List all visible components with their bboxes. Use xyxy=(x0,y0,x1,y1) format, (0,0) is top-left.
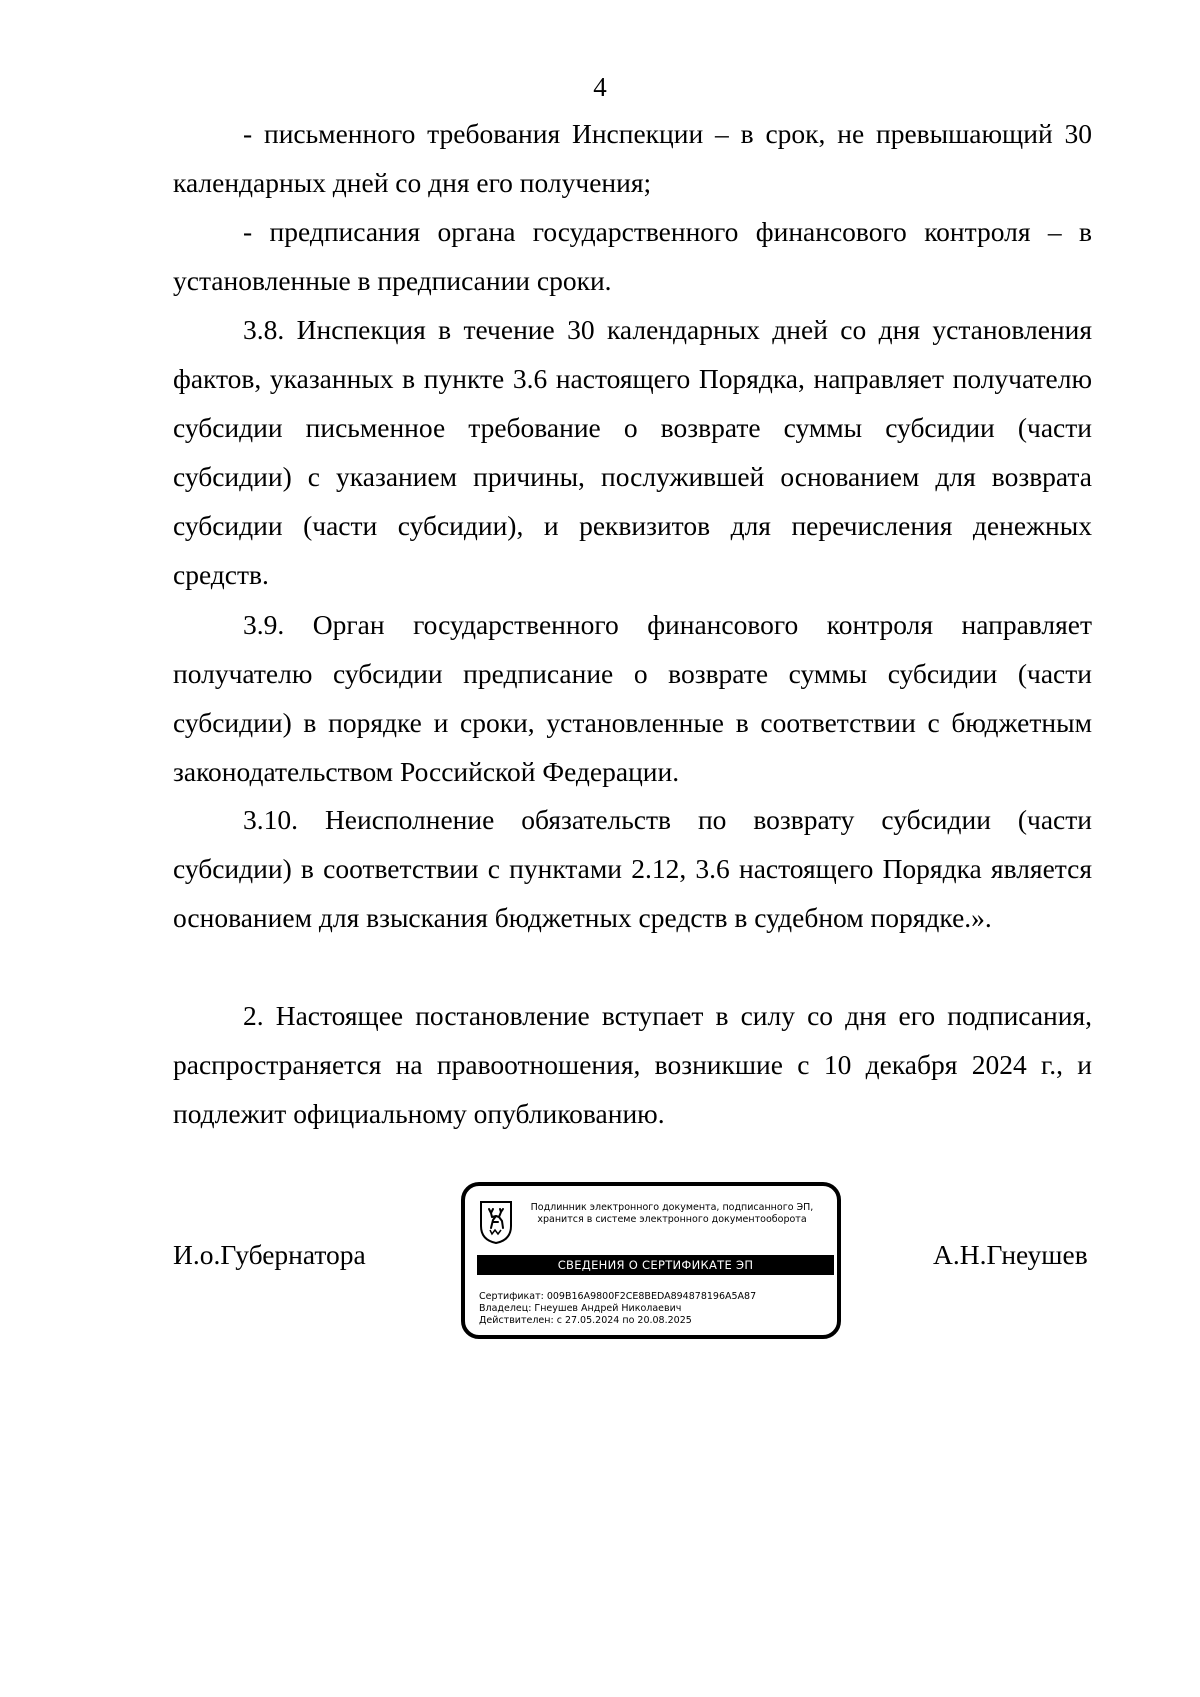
stamp-certificate-validity: Действителен: с 27.05.2024 по 20.08.2025 xyxy=(479,1315,692,1326)
stamp-certificate-number: Сертификат: 009B16A9800F2CE8BEDA894878196A5A87 xyxy=(479,1291,757,1302)
page-number: 4 xyxy=(593,72,607,102)
paragraph-clause-3-8: 3.8. Инспекция в течение 30 календарных дней со дня установления фактов, указанных в пункте 3.6 настоящего Порядка, направляет получателю субсидии письменное требование о возврате суммы субсидии (части субсидии) с указанием причины, послужившей основанием для возврата субсидии (части субсидии), и реквизитов для перечисления денежных средств. xyxy=(173,314,1092,590)
signatory-name: А.Н.Гнеушев xyxy=(933,1239,1088,1270)
paragraph-clause-3-10: 3.10. Неисполнение обязательств по возврату субсидии (части субсидии) в соответствии с пунктами 2.12, 3.6 настоящего Порядка является основанием для взыскания бюджетных средств в судебном порядке.». xyxy=(173,804,1092,933)
electronic-signature-stamp xyxy=(461,1182,841,1339)
signatory-role: И.о.Губернатора xyxy=(173,1239,366,1270)
paragraph-clause-3-9: 3.9. Орган государственного финансового контроля направляет получателю субсидии предписание о возврате суммы субсидии (части субсидии) в порядке и сроки, установленные в соответствии с бюджетным законодательством Российской Федерации. xyxy=(173,609,1092,787)
paragraph-prescription-deadline: - предписания органа государственного финансового контроля – в установленные в предписании сроки. xyxy=(173,216,1092,296)
stamp-storage-note: хранится в системе электронного документооборота xyxy=(537,1214,807,1225)
paragraph-requirement-deadline: - письменного требования Инспекции – в срок, не превышающий 30 календарных дней со дня его получения; xyxy=(173,118,1092,198)
stamp-certificate-header: СВЕДЕНИЯ О СЕРТИФИКАТЕ ЭП xyxy=(477,1255,834,1275)
coat-of-arms-deer-icon xyxy=(479,1200,513,1244)
stamp-original-note: Подлинник электронного документа, подписанного ЭП, xyxy=(530,1202,814,1213)
paragraph-effective-date: 2. Настоящее постановление вступает в силу со дня его подписания, распространяется на правоотношения, возникшие с 10 декабря 2024 г., и подлежит официальному опубликованию. xyxy=(173,1000,1092,1129)
stamp-certificate-owner: Владелец: Гнеушев Андрей Николаевич xyxy=(479,1303,682,1314)
